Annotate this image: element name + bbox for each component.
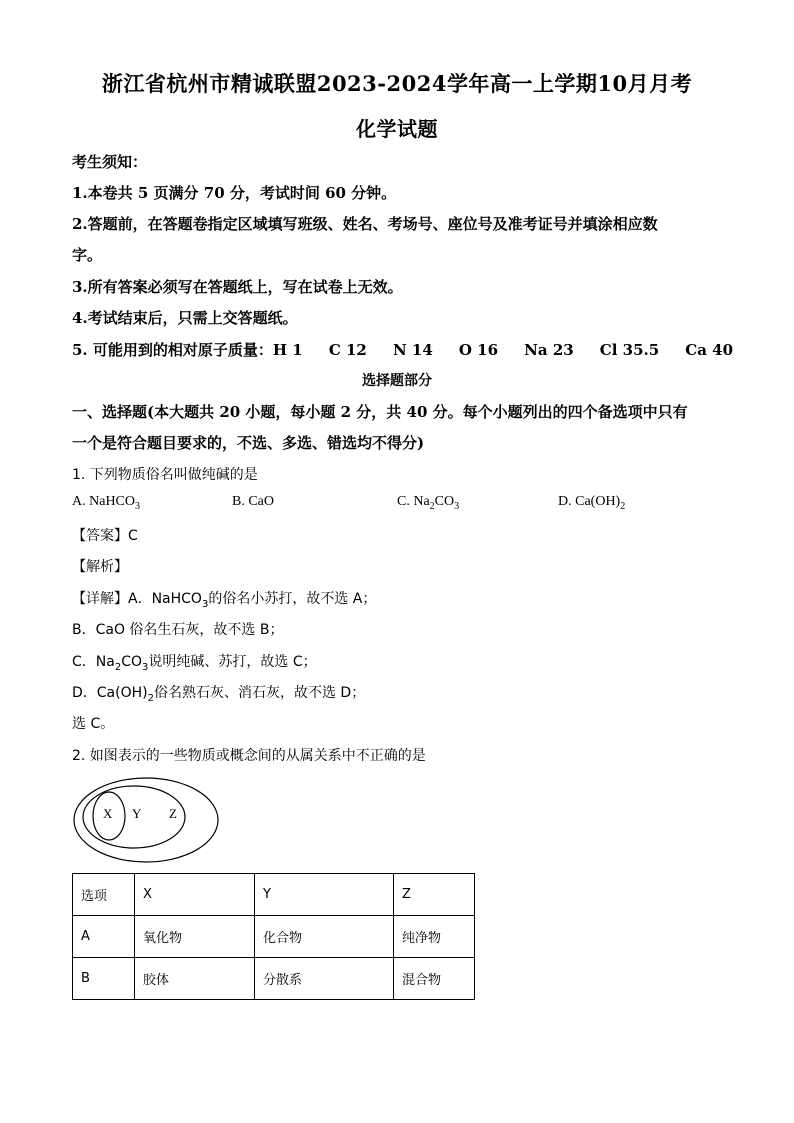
table-header: 选项 xyxy=(73,874,135,916)
detail-d: D．$Ca(OH)_2$俗名熟石灰、消石灰，故不选 D； xyxy=(72,685,366,704)
question-stem: 2. 如图表示的一些物质或概念间的从属关系中不正确的是 xyxy=(72,748,426,764)
notice-item: 5. 可能用到的相对原子质量：H 1 C 12 N 14 O 16 Na 23 Cl 35.5 Ca 40 xyxy=(72,341,734,359)
table-cell: 混合物 xyxy=(394,958,475,1000)
option-b: B. CaO xyxy=(232,494,275,509)
table-cell: 化合物 xyxy=(255,916,394,958)
notice-item: 1.本卷共 5 页满分 70 分，考试时间 60 分钟。 xyxy=(72,184,397,202)
venn-label-z: Z xyxy=(169,806,177,821)
option-a: A. NaHCO$_3$ xyxy=(72,494,141,512)
table-row xyxy=(73,916,475,958)
section-instructions: 一个是符合题目要求的，不选、多选、错选均不得分) xyxy=(72,434,425,452)
option-d: D. $Ca(OH)_2$ xyxy=(558,494,626,512)
table-header: Y xyxy=(255,874,394,916)
exam-subject: 化学试题 xyxy=(356,117,438,141)
detail-a: 【详解】A．NaHCO$_3$的俗名小苏打，故不选 A； xyxy=(72,591,377,610)
answer-value: C xyxy=(128,528,138,544)
table-header: Z xyxy=(394,874,475,916)
venn-label-x: X xyxy=(103,806,113,821)
question-stem: 1. 下列物质俗名叫做纯碱的是 xyxy=(72,467,258,483)
table-cell: 氧化物 xyxy=(135,916,255,958)
answer-line xyxy=(72,525,138,545)
venn-diagram xyxy=(72,776,222,866)
analysis-tag: 【解析】 xyxy=(72,559,128,575)
option-c: C. $Na_2CO_3$ xyxy=(397,494,460,512)
notice-item: 字。 xyxy=(72,246,103,264)
notice-heading: 考生须知： xyxy=(72,153,148,171)
section-title: 选择题部分 xyxy=(362,373,432,389)
table-row xyxy=(73,958,475,1000)
detail-b: B．CaO 俗名生石灰，故不选 B； xyxy=(72,622,284,638)
table-cell: 纯净物 xyxy=(394,916,475,958)
table-cell: B xyxy=(73,958,135,1000)
options-table xyxy=(72,873,475,1000)
detail-c: C．$Na_2CO_3$说明纯碱、苏打，故选 C； xyxy=(72,654,317,673)
table-cell: 胶体 xyxy=(135,958,255,1000)
conclusion: 选 C。 xyxy=(72,716,115,732)
section-instructions: 一、选择题(本大题共 20 小题，每小题 2 分，共 40 分。每个小题列出的四个备选项中只有 xyxy=(72,403,688,421)
exam-title: 浙江省杭州市精诚联盟2023-2024学年高一上学期10月月考 xyxy=(101,71,693,96)
notice-item: 4.考试结束后，只需上交答题纸。 xyxy=(72,309,298,327)
table-cell: 分散系 xyxy=(255,958,394,1000)
table-cell: A xyxy=(73,916,135,958)
table-header-row xyxy=(73,874,475,916)
answer-tag: 【答案】 xyxy=(72,528,128,544)
venn-label-y: Y xyxy=(132,806,142,821)
notice-item: 3.所有答案必须写在答题纸上，写在试卷上无效。 xyxy=(72,278,403,296)
table-header: X xyxy=(135,874,255,916)
venn-set-z xyxy=(74,778,218,862)
notice-item: 2.答题前，在答题卷指定区域填写班级、姓名、考场号、座位号及准考证号并填涂相应数 xyxy=(72,215,658,233)
